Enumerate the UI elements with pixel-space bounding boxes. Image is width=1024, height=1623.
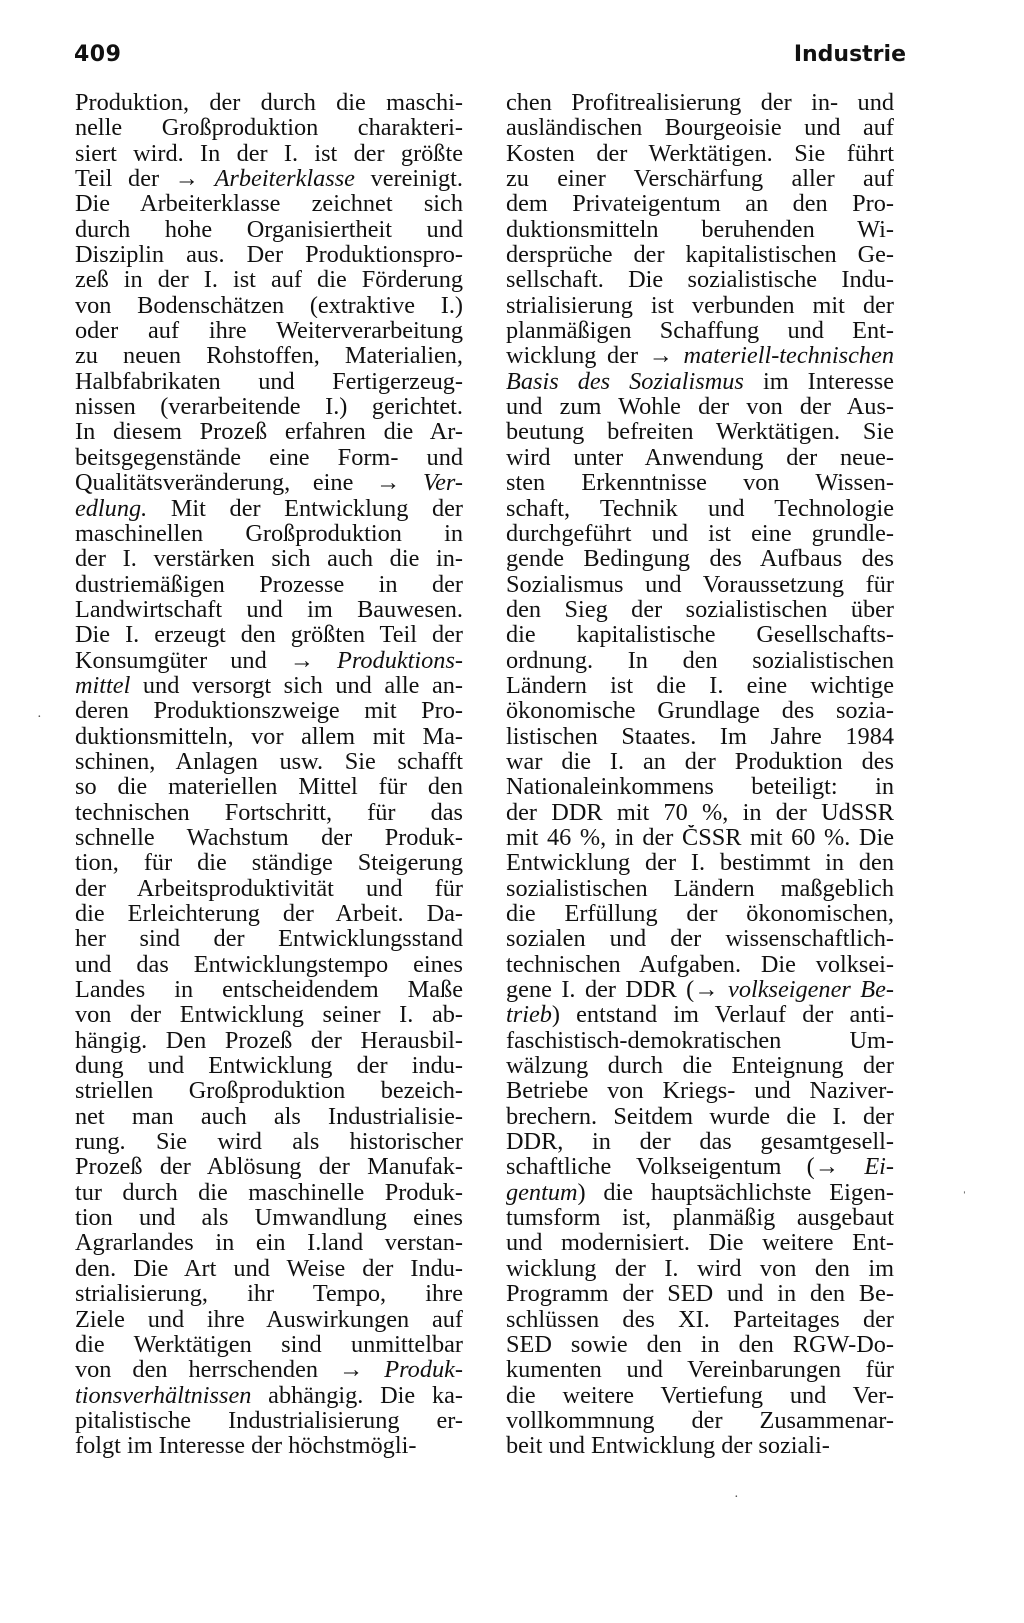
text-segment: sten Erkenntnisse von Wissen- xyxy=(506,470,894,496)
text-segment: der DDR mit 70 %, in der UdSSR xyxy=(506,799,894,825)
cross-reference-term: materiell-technischen xyxy=(683,343,894,369)
text-line xyxy=(75,850,463,875)
cross-reference-term: Ver- xyxy=(423,470,463,496)
text-segment: sellschaft. Die sozialistische Indu- xyxy=(506,267,894,293)
text-line xyxy=(506,90,894,115)
text-line xyxy=(506,521,894,546)
text-segment: so die materiellen Mittel für den xyxy=(75,774,463,800)
text-line xyxy=(75,1180,463,1205)
text-line xyxy=(75,141,463,166)
text-segment: Agrarlandes in ein I.land verstan- xyxy=(75,1230,463,1256)
text-segment: den. Die Art und Weise der Indu- xyxy=(75,1255,463,1282)
text-segment: im Interesse xyxy=(743,368,894,395)
text-line xyxy=(506,293,894,318)
right-text-column xyxy=(506,90,894,1459)
text-line xyxy=(75,1307,463,1332)
text-segment: siert wird. In der I. ist der größte xyxy=(75,140,463,167)
text-line xyxy=(75,496,463,521)
text-line xyxy=(75,267,463,292)
text-segment: tumsform ist, planmäßig ausgebaut xyxy=(506,1205,894,1231)
text-line xyxy=(75,1357,463,1382)
text-segment: zeß in der I. ist auf die Förderung xyxy=(75,267,463,293)
text-line xyxy=(75,546,463,571)
text-segment: dersprüche der kapitalistischen Ge- xyxy=(506,242,894,268)
text-segment: Disziplin aus. Der Produktionspro- xyxy=(75,242,463,268)
text-segment: SED sowie den in den RGW-Do- xyxy=(506,1331,894,1358)
text-line xyxy=(506,217,894,242)
text-segment: von Bodenschätzen (extraktive I.) xyxy=(75,292,463,319)
text-line xyxy=(506,1180,894,1205)
text-segment: durch hohe Organisiertheit und xyxy=(75,216,463,243)
left-text-column xyxy=(75,90,463,1459)
text-line xyxy=(75,191,463,216)
text-segment: ordnung. In den sozialistischen xyxy=(506,647,894,673)
text-line xyxy=(75,1383,463,1408)
text-segment: und versorgt sich und alle an- xyxy=(130,672,463,699)
text-segment: Ziele und ihre Auswirkungen auf xyxy=(75,1306,463,1332)
text-line xyxy=(75,901,463,926)
text-line xyxy=(75,1281,463,1306)
text-segment: chen Profitrealisierung der in- und xyxy=(506,90,894,116)
text-line xyxy=(506,242,894,267)
cross-reference-term: mittel xyxy=(75,672,131,699)
text-segment: tur durch die maschinelle Produk- xyxy=(75,1179,463,1206)
text-segment: ) entstand im Verlauf der anti- xyxy=(551,1002,894,1028)
text-line xyxy=(506,166,894,191)
text-segment: wicklung der → xyxy=(506,343,684,369)
text-line xyxy=(75,1002,463,1027)
text-segment: Betriebe von Kriegs- und Naziver- xyxy=(506,1078,894,1104)
text-line xyxy=(75,242,463,267)
text-segment: dung und Entwicklung der indu- xyxy=(75,1053,463,1079)
text-segment: oder auf ihre Weiterverarbeitung xyxy=(75,318,463,344)
text-line xyxy=(506,1154,894,1179)
text-segment: dustriemäßigen Prozesse in der xyxy=(75,571,463,597)
text-segment: striellen Großproduktion bezeich- xyxy=(75,1078,463,1104)
text-line xyxy=(75,521,463,546)
text-line xyxy=(506,1028,894,1053)
text-segment: planmäßigen Schaffung und Ent- xyxy=(506,318,894,344)
text-line xyxy=(506,926,894,951)
text-segment: schnelle Wachstum der Produk- xyxy=(75,824,463,851)
text-line xyxy=(75,622,463,647)
text-line xyxy=(506,141,894,166)
text-segment: vollkommnung der Zusammenar- xyxy=(506,1407,894,1434)
text-line xyxy=(506,1281,894,1306)
text-segment: In diesem Prozeß erfahren die Ar- xyxy=(75,419,463,445)
text-segment: Kosten der Werktätigen. Sie führt xyxy=(506,140,894,167)
text-segment: der Arbeitsproduktivität und für xyxy=(75,875,463,901)
text-line xyxy=(506,191,894,216)
text-line xyxy=(75,800,463,825)
text-segment: abhängig. Die ka- xyxy=(251,1382,463,1408)
cross-reference-term: Produktions- xyxy=(337,647,463,673)
text-line xyxy=(75,1129,463,1154)
text-segment: wicklung der I. wird von den im xyxy=(506,1255,894,1282)
text-line xyxy=(506,369,894,394)
text-line xyxy=(75,774,463,799)
text-segment: Landwirtschaft und im Bauwesen. xyxy=(75,596,463,623)
text-line xyxy=(506,1053,894,1078)
text-line xyxy=(506,597,894,622)
text-line xyxy=(75,1332,463,1357)
text-line xyxy=(506,267,894,292)
text-line xyxy=(75,648,463,673)
text-segment: schaft, Technik und Technologie xyxy=(506,495,894,521)
text-segment: und modernisiert. Die weitere Ent- xyxy=(506,1230,894,1256)
text-segment: und das Entwicklungstempo eines xyxy=(75,951,463,978)
text-segment: gene I. der DDR (→ xyxy=(506,977,729,1003)
text-line xyxy=(506,1256,894,1281)
text-line xyxy=(506,977,894,1002)
text-segment: Prozeß der Ablösung der Manufak- xyxy=(75,1154,463,1180)
text-segment: Konsumgüter und → xyxy=(75,647,338,673)
text-segment: ökonomische Grundlage des sozia- xyxy=(506,698,894,724)
text-line xyxy=(506,1357,894,1382)
text-line xyxy=(75,825,463,850)
text-line xyxy=(75,1408,463,1433)
text-line xyxy=(75,445,463,470)
text-segment: wälzung durch die Enteignung der xyxy=(506,1053,894,1079)
text-segment: her sind der Entwicklungsstand xyxy=(75,926,463,952)
text-segment: gende Bedingung des Aufbaus des xyxy=(506,546,894,572)
text-line xyxy=(506,546,894,571)
text-line xyxy=(506,850,894,875)
text-segment: nissen (verarbeitende I.) gerichtet. xyxy=(75,394,463,420)
text-segment: die Erleichterung der Arbeit. Da- xyxy=(75,901,463,927)
text-line xyxy=(75,369,463,394)
text-line xyxy=(506,470,894,495)
text-line xyxy=(75,698,463,723)
text-line xyxy=(75,1078,463,1103)
text-line xyxy=(506,876,894,901)
text-line xyxy=(506,648,894,673)
cross-reference-term: trieb xyxy=(506,1002,552,1028)
text-line xyxy=(506,749,894,774)
text-segment: vereinigt. xyxy=(354,166,463,192)
text-line xyxy=(506,673,894,698)
text-segment: Teil der → xyxy=(75,166,215,192)
text-segment: sozialistischen Ländern maßgeblich xyxy=(506,875,894,901)
text-segment: strialisierung ist verbunden mit der xyxy=(506,292,894,319)
text-segment: schlüssen des XI. Parteitages der xyxy=(506,1306,894,1332)
text-segment: sozialen und der wissenschaftlich- xyxy=(506,926,894,952)
text-segment: duktionsmitteln beruhenden Wi- xyxy=(506,216,894,243)
text-segment: Nationaleinkommens beteiligt: in xyxy=(506,774,894,800)
text-segment: wird unter Anwendung der neue- xyxy=(506,444,894,471)
text-segment: Ländern ist die I. eine wichtige xyxy=(506,672,894,699)
text-segment: zu einer Verschärfung aller auf xyxy=(506,166,894,192)
text-line xyxy=(506,1307,894,1332)
page-number: 409 xyxy=(74,42,122,67)
text-segment: Die I. erzeugt den größten Teil der xyxy=(75,622,463,648)
text-segment: nelle Großproduktion charakteri- xyxy=(75,115,463,141)
text-segment: Programm der SED und in den Be- xyxy=(506,1281,894,1307)
text-segment: Entwicklung der I. bestimmt in den xyxy=(506,850,894,876)
text-segment: ausländischen Bourgeoisie und auf xyxy=(506,115,894,141)
text-line xyxy=(506,1433,894,1458)
text-line xyxy=(75,166,463,191)
text-segment: durchgeführt und ist eine grundle- xyxy=(506,520,894,547)
text-segment: strialisierung, ihr Tempo, ihre xyxy=(75,1281,463,1307)
text-line xyxy=(75,1104,463,1129)
text-segment: listischen Staates. Im Jahre 1984 xyxy=(506,723,894,749)
text-line xyxy=(506,1078,894,1103)
text-segment: von den herrschenden → xyxy=(75,1357,385,1383)
text-segment: brechern. Seitdem wurde die I. der xyxy=(506,1103,894,1130)
text-line xyxy=(506,724,894,749)
text-segment: der I. verstärken sich auch die in- xyxy=(75,546,463,572)
text-line xyxy=(506,825,894,850)
text-line xyxy=(75,394,463,419)
text-line xyxy=(506,1230,894,1255)
text-segment: pitalistische Industrialisierung er- xyxy=(75,1407,463,1434)
cross-reference-term: tionsverhältnissen xyxy=(75,1382,252,1408)
text-segment: tion und als Umwandlung eines xyxy=(75,1205,463,1231)
text-segment: Mit der Entwicklung der xyxy=(147,495,463,521)
text-line xyxy=(506,394,894,419)
text-line xyxy=(506,901,894,926)
text-segment: Produktion, der durch die maschi- xyxy=(75,90,463,116)
text-line xyxy=(75,977,463,1002)
text-line xyxy=(75,1256,463,1281)
text-segment: die kapitalistische Gesellschafts- xyxy=(506,622,894,648)
text-segment: Halbfabrikaten und Fertigerzeug- xyxy=(75,368,463,395)
text-line xyxy=(506,115,894,140)
text-segment: und zum Wohle der von der Aus- xyxy=(506,394,894,420)
text-line xyxy=(506,496,894,521)
text-segment: beit und Entwicklung der soziali- xyxy=(506,1433,830,1459)
text-line xyxy=(75,876,463,901)
text-segment: den Sieg der sozialistischen über xyxy=(506,596,894,623)
cross-reference-term: edlung. xyxy=(75,495,148,521)
text-segment: maschinellen Großproduktion in xyxy=(75,520,463,547)
text-segment: duktionsmitteln, vor allem mit Ma- xyxy=(75,723,463,749)
text-segment: ) die hauptsächlichste Eigen- xyxy=(577,1179,894,1206)
text-line xyxy=(75,1028,463,1053)
text-segment: Sozialismus und Voraussetzung für xyxy=(506,571,894,597)
text-segment: DDR, in der das gesamtgesell- xyxy=(506,1129,894,1155)
text-line xyxy=(75,597,463,622)
text-line xyxy=(506,1002,894,1027)
text-segment: tion, für die ständige Steigerung xyxy=(75,850,463,876)
text-line xyxy=(506,1408,894,1433)
text-segment: faschistisch-demokratischen Um- xyxy=(506,1027,894,1054)
cross-reference-term: Arbeiterklasse xyxy=(214,166,355,192)
text-line xyxy=(506,1383,894,1408)
text-segment: mit 46 %, in der ČSSR mit 60 %. Die xyxy=(506,824,894,851)
text-line xyxy=(75,293,463,318)
text-line xyxy=(75,1433,463,1458)
text-line xyxy=(506,1332,894,1357)
text-line xyxy=(75,470,463,495)
text-line xyxy=(506,800,894,825)
cross-reference-term: gentum xyxy=(506,1179,578,1206)
text-line xyxy=(75,343,463,368)
running-head: Industrie xyxy=(793,42,906,67)
text-segment: technischen Fortschritt, für das xyxy=(75,799,463,825)
text-segment: Die Arbeiterklasse zeichnet sich xyxy=(75,191,463,217)
text-segment: zu neuen Rohstoffen, Materialien, xyxy=(75,343,463,369)
text-segment: rung. Sie wird als historischer xyxy=(75,1129,463,1155)
text-line xyxy=(75,1053,463,1078)
text-line xyxy=(506,774,894,799)
text-line xyxy=(75,952,463,977)
text-line xyxy=(506,1104,894,1129)
cross-reference-term: Produk- xyxy=(384,1357,463,1383)
cross-reference-term: Ei- xyxy=(864,1154,894,1180)
text-line xyxy=(75,217,463,242)
text-line xyxy=(506,419,894,444)
text-line xyxy=(506,445,894,470)
text-line xyxy=(506,622,894,647)
text-line xyxy=(506,1205,894,1230)
text-line xyxy=(75,115,463,140)
text-line xyxy=(506,952,894,977)
text-line xyxy=(75,749,463,774)
text-segment: beutung befreiten Werktätigen. Sie xyxy=(506,419,894,445)
text-segment: beitsgegenstände eine Form- und xyxy=(75,444,463,471)
text-line xyxy=(75,1205,463,1230)
cross-reference-term: volkseigener Be- xyxy=(728,977,894,1003)
text-segment: technischen Aufgaben. Die volksei- xyxy=(506,951,894,978)
text-segment: Qualitätsveränderung, eine → xyxy=(75,470,423,496)
text-line xyxy=(506,698,894,723)
text-segment: Landes in entscheidendem Maße xyxy=(75,977,463,1003)
text-segment: war die I. an der Produktion des xyxy=(506,748,894,775)
text-segment: schinen, Anlagen usw. Sie schafft xyxy=(75,748,463,775)
text-segment: die weitere Vertiefung und Ver- xyxy=(506,1382,894,1408)
text-line xyxy=(75,572,463,597)
cross-reference-term: Basis des Sozialismus xyxy=(506,368,744,395)
text-segment: die Erfüllung der ökonomischen, xyxy=(506,901,894,927)
text-segment: deren Produktionszweige mit Pro- xyxy=(75,698,463,724)
text-line xyxy=(75,926,463,951)
text-segment: dem Privateigentum an den Pro- xyxy=(506,191,894,217)
text-line xyxy=(506,343,894,368)
text-segment: net man auch als Industrialisie- xyxy=(75,1103,463,1130)
text-segment: folgt im Interesse der höchstmögli- xyxy=(75,1433,417,1459)
text-line xyxy=(506,1129,894,1154)
text-line xyxy=(75,673,463,698)
text-line xyxy=(75,724,463,749)
text-line xyxy=(75,419,463,444)
text-segment: hängig. Den Prozeß der Herausbil- xyxy=(75,1027,463,1054)
text-segment: die Werktätigen sind unmittelbar xyxy=(75,1331,463,1358)
text-line xyxy=(75,1154,463,1179)
text-line xyxy=(75,90,463,115)
text-segment: schaftliche Volkseigentum (→ xyxy=(506,1154,865,1180)
text-line xyxy=(75,1230,463,1255)
text-line xyxy=(75,318,463,343)
text-line xyxy=(506,318,894,343)
text-segment: von der Entwicklung seiner I. ab- xyxy=(75,1002,463,1028)
text-line xyxy=(506,572,894,597)
text-segment: kumenten und Vereinbarungen für xyxy=(506,1357,894,1383)
